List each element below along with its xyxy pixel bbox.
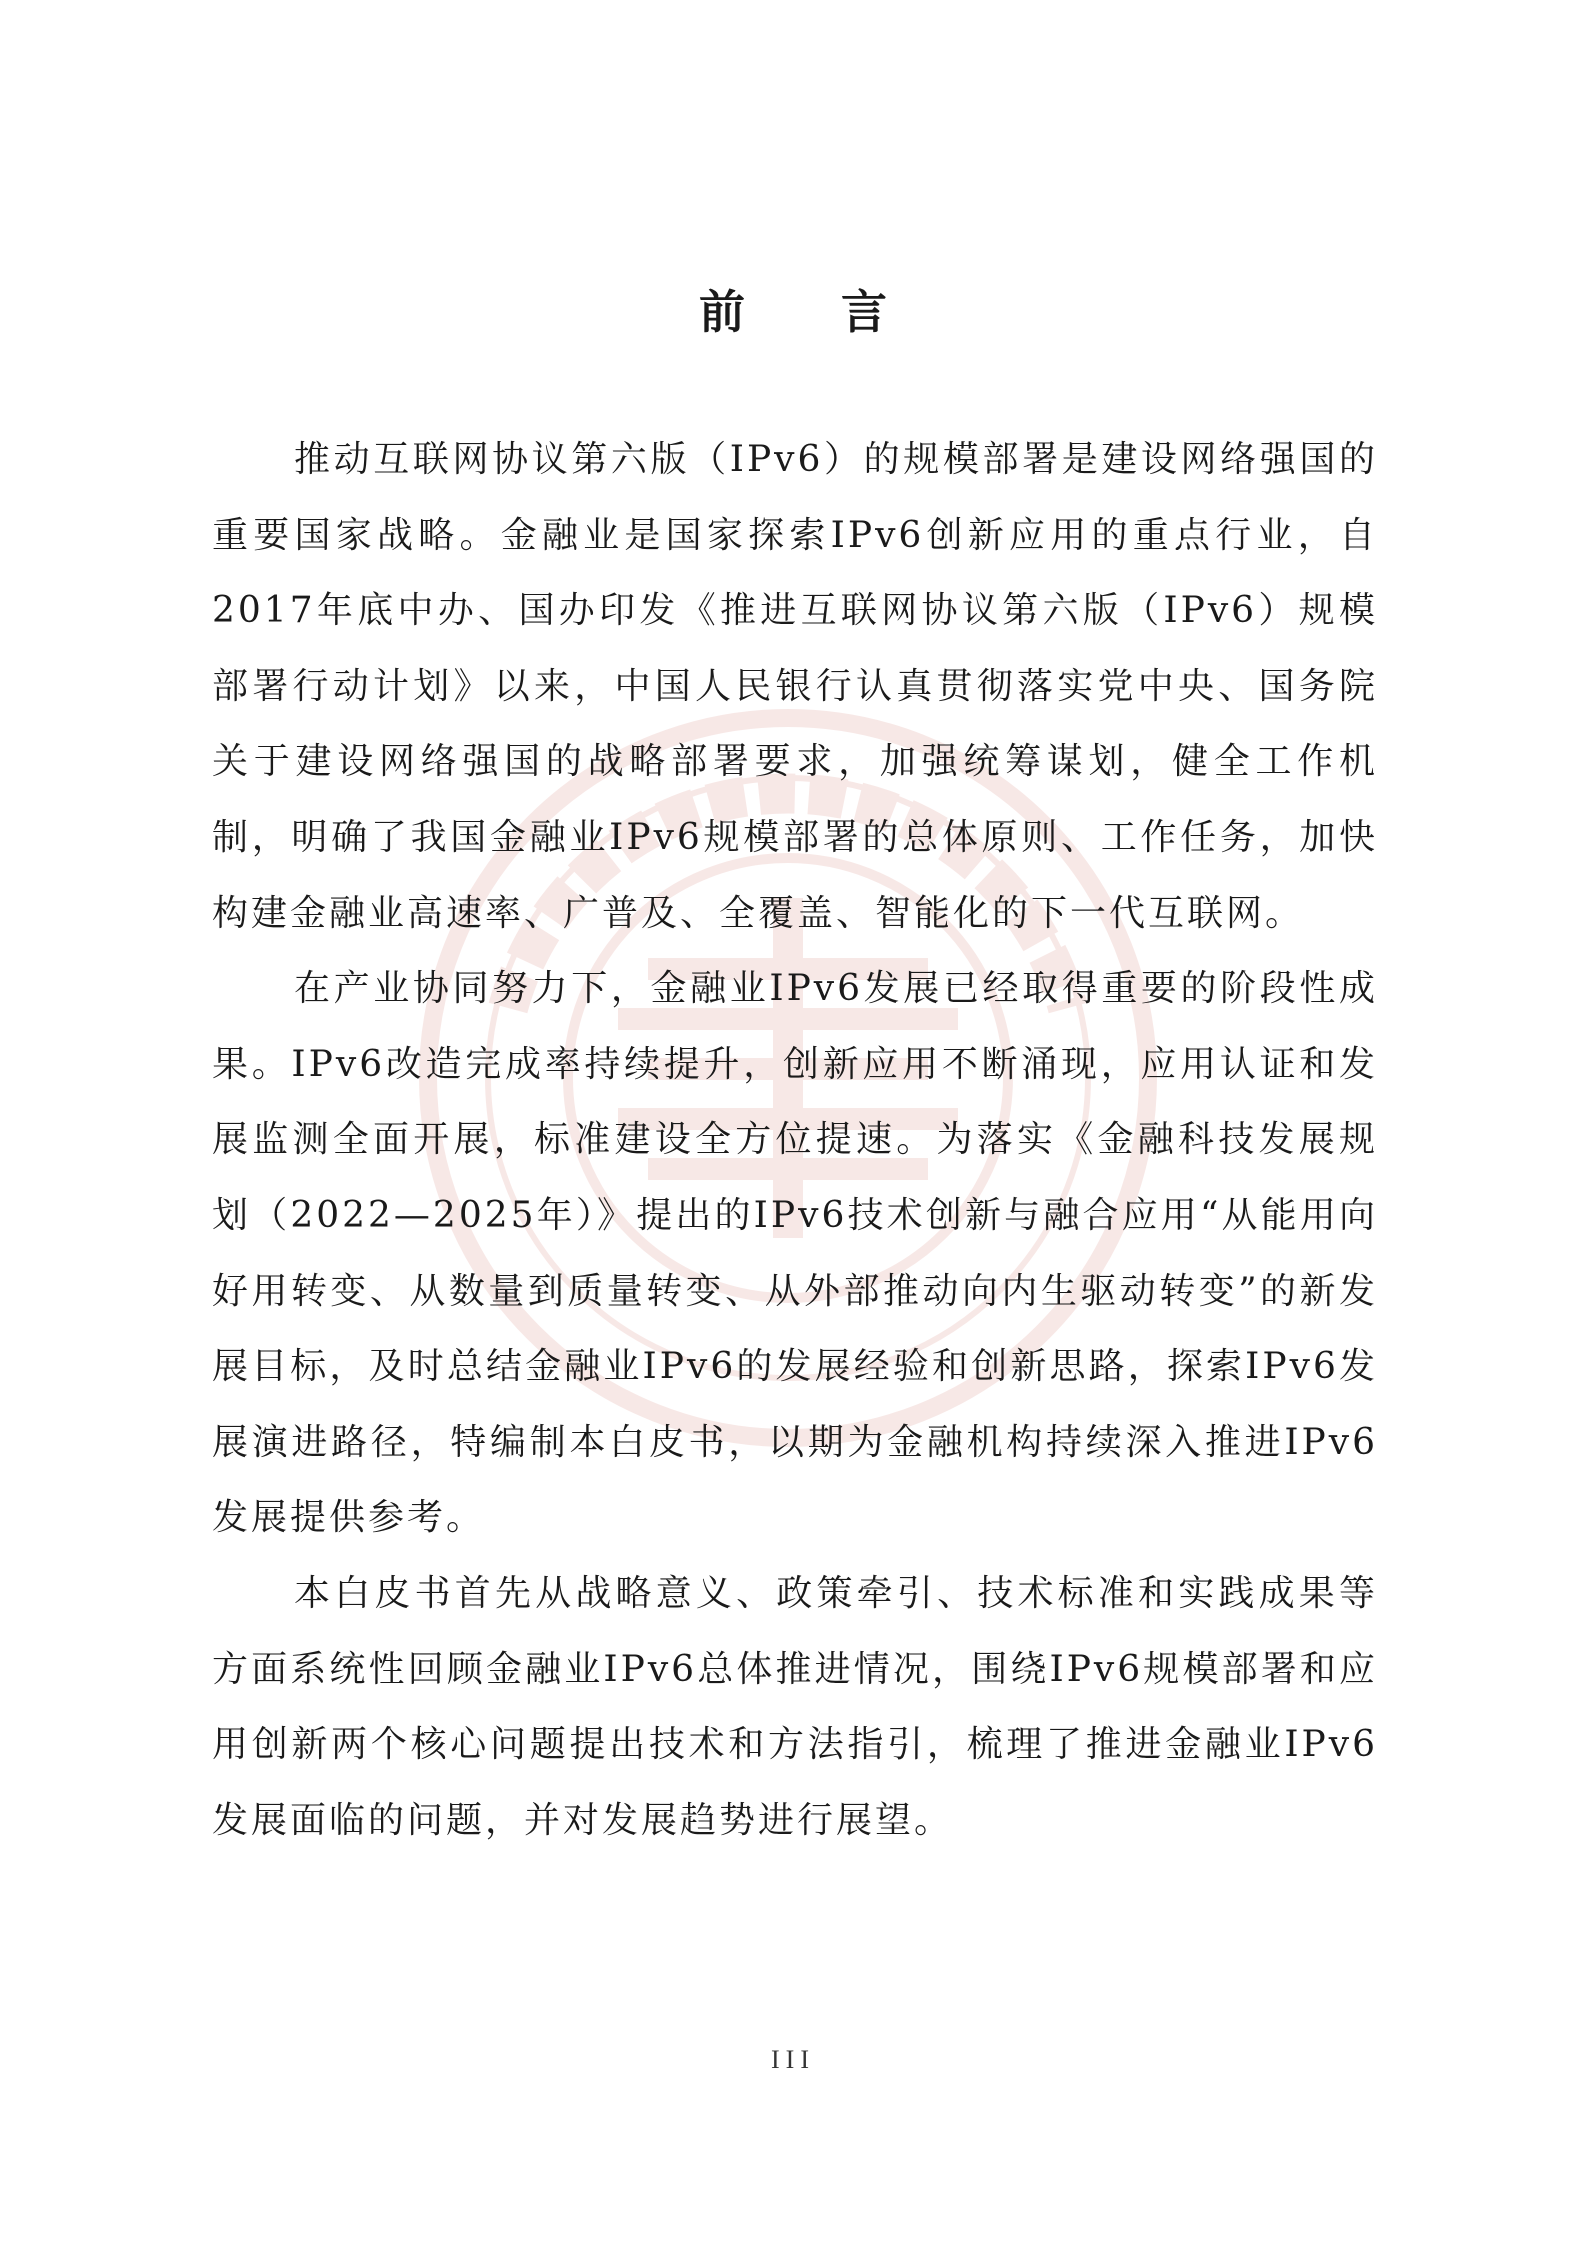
paragraph-2: 在产业协同努力下，金融业IPv6发展已经取得重要的阶段性成果。IPv6改造完成率持续提升，创新应用不断涌现，应用认证和发展监测全面开展，标准建设全方位提速。为落实《金融科技发展规划（2022—2025年）》提出的IPv6技术创新与融合应用“从能用向好用转变、从数量到质量转变、从外部推动向内生驱动转变”的新发展目标，及时总结金融业IPv6的发展经验和创新思路，探索IPv6发展演进路径，特编制本白皮书，以期为金融机构持续深入推进IPv6发展提供参考。 — [212, 968, 1378, 1539]
page-number: III — [771, 2045, 815, 2074]
paragraph-1: 推动互联网协议第六版（IPv6）的规模部署是建设网络强国的重要国家战略。金融业是国家探索IPv6创新应用的重点行业，自2017年底中办、国办印发《推进互联网协议第六版（IPv6）规模部署行动计划》以来，中国人民银行认真贯彻落实党中央、国务院关于建设网络强国的战略部署要求，加强统筹谋划，健全工作机制，明确了我国金融业IPv6规模部署的总体原则、工作任务，加快构建金融业高速率、广普及、全覆盖、智能化的下一代互联网。 — [212, 439, 1378, 934]
page-title: 前 言 — [698, 285, 927, 339]
body-text — [212, 422, 1378, 1858]
paragraph-3: 本白皮书首先从战略意义、政策牵引、技术标准和实践成果等方面系统性回顾金融业IPv6总体推进情况，围绕IPv6规模部署和应用创新两个核心问题提出技术和方法指引，梳理了推进金融业IPv6发展面临的问题，并对发展趋势进行展望。 — [212, 1572, 1378, 1841]
